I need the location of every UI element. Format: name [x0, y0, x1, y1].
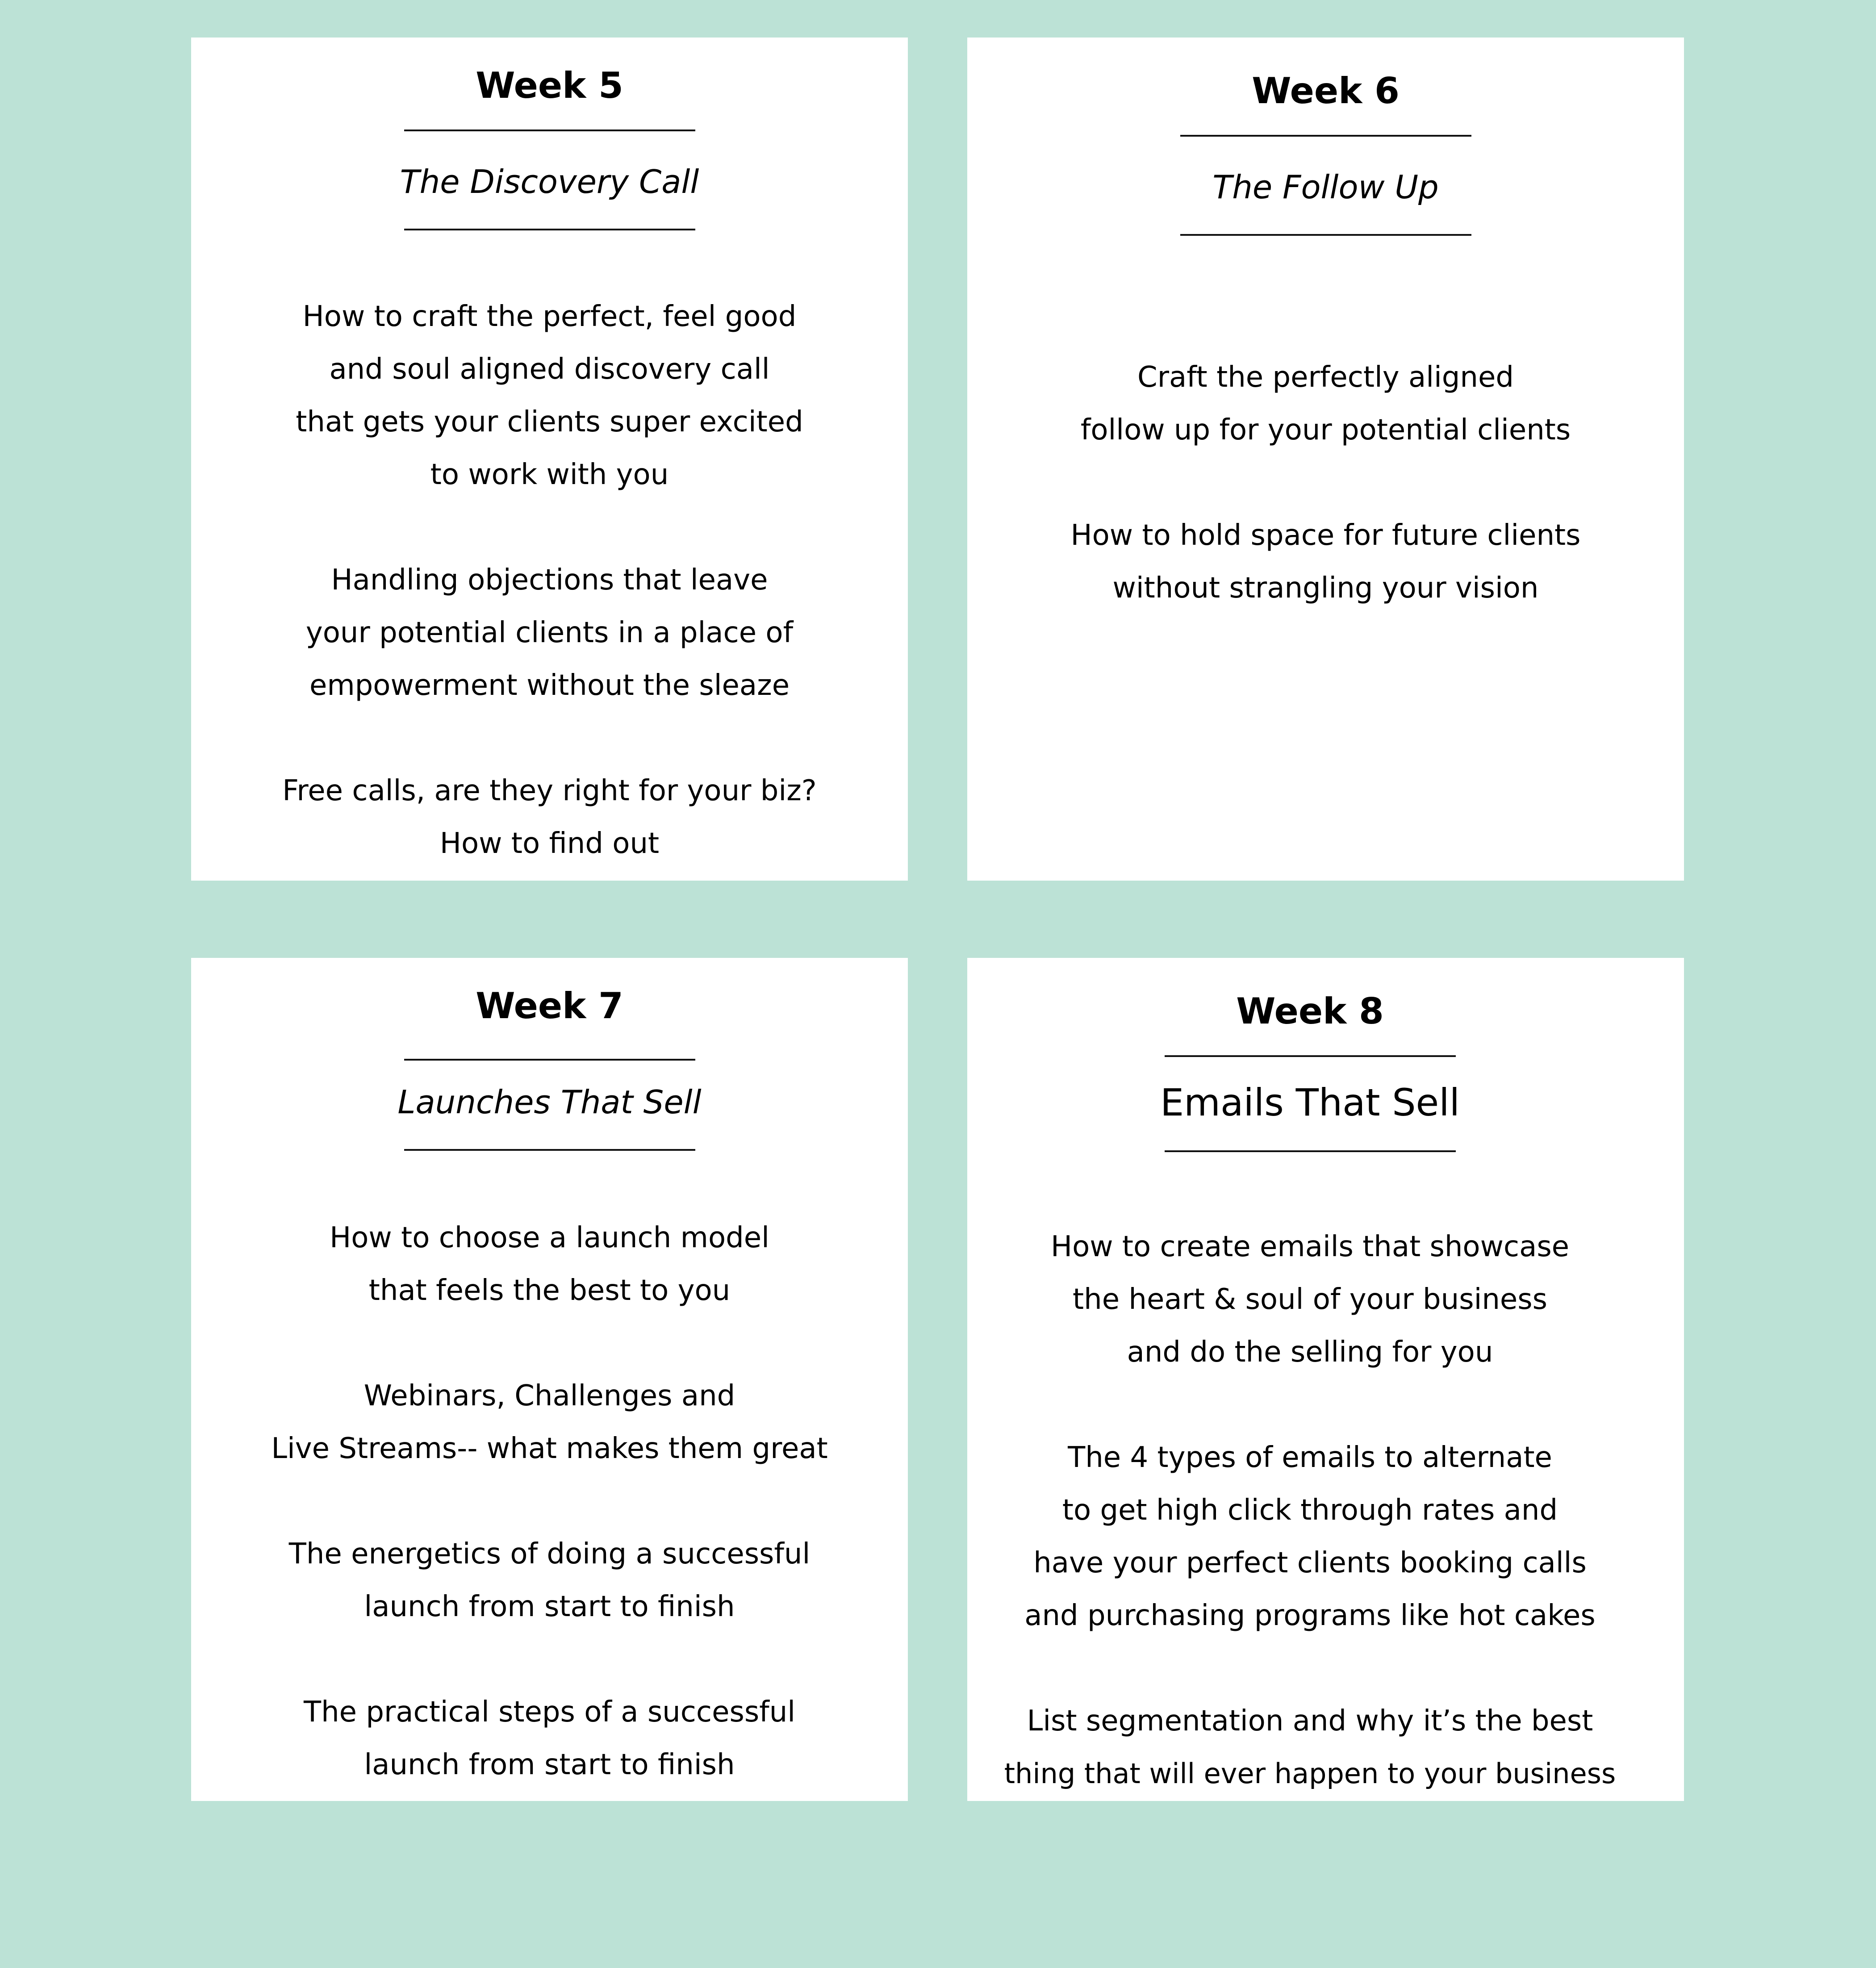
- text-line: List segmentation and why it’s the best: [1027, 1705, 1593, 1738]
- text-line: follow up for your potential clients: [1080, 414, 1571, 447]
- week-7-header: [191, 985, 908, 1151]
- text-line: Live Streams-- what makes them great: [271, 1432, 828, 1465]
- text-line: How to hold space for future clients: [1070, 519, 1581, 552]
- text-line: and soul aligned discovery call: [329, 353, 770, 386]
- week-5-paragraph-2: [191, 554, 908, 712]
- text-line: to get high click through rates and: [1062, 1494, 1558, 1527]
- text-line: launch from start to finish: [364, 1590, 735, 1623]
- text-line: that feels the best to you: [368, 1274, 731, 1307]
- text-line: Free calls, are they right for your biz?: [282, 774, 817, 807]
- text-line: Craft the perfectly aligned: [1137, 361, 1514, 394]
- text-line: have your perfect clients booking calls: [1033, 1546, 1587, 1579]
- week-6-bottom-divider: [1180, 234, 1471, 236]
- week-5-header: [191, 64, 908, 230]
- week-5-topic: The Discovery Call: [400, 163, 699, 201]
- week-6-paragraph-1: [967, 351, 1684, 456]
- week-6-card: [967, 38, 1684, 881]
- week-6-title: Week 6: [1252, 70, 1400, 112]
- text-line: How to create emails that showcase: [1050, 1230, 1570, 1263]
- text-line: without strangling your vision: [1112, 572, 1539, 605]
- week-7-content: [191, 1212, 908, 1791]
- text-line: The energetics of doing a successful: [288, 1538, 811, 1571]
- week-8-title: Week 8: [1236, 990, 1384, 1032]
- text-line: The practical steps of a successful: [303, 1696, 796, 1729]
- week-7-top-divider: [404, 1059, 695, 1061]
- text-line: How to find out: [439, 827, 660, 860]
- week-7-bottom-divider: [404, 1149, 695, 1151]
- week-6-paragraph-2: [967, 509, 1684, 614]
- week-7-paragraph-4: [191, 1686, 908, 1791]
- text-line: The 4 types of emails to alternate: [1068, 1441, 1552, 1474]
- week-6-top-divider: [1180, 135, 1471, 137]
- week-7-card: [191, 958, 908, 1801]
- text-line: empowerment without the sleaze: [309, 669, 790, 702]
- week-8-paragraph-1: [936, 1220, 1684, 1379]
- week-7-paragraph-2: [191, 1370, 908, 1475]
- text-line: and purchasing programs like hot cakes: [1024, 1599, 1596, 1632]
- text-line: the heart & soul of your business: [1073, 1283, 1547, 1316]
- text-line: thing that will ever happen to your business: [1004, 1757, 1616, 1790]
- week-5-content: [191, 290, 908, 870]
- text-line: to work with you: [430, 458, 669, 491]
- week-7-topic: Launches That Sell: [397, 1083, 702, 1121]
- week-7-title: Week 7: [476, 985, 623, 1027]
- week-8-paragraph-3: [936, 1695, 1684, 1800]
- text-line: your potential clients in a place of: [305, 616, 794, 649]
- week-5-paragraph-3: [191, 765, 908, 870]
- text-line: How to craft the perfect, feel good: [302, 300, 797, 333]
- week-7-paragraph-3: [191, 1528, 908, 1633]
- text-line: launch from start to finish: [364, 1748, 735, 1781]
- text-line: Handling objections that leave: [331, 564, 768, 597]
- week-8-card: [967, 958, 1684, 1801]
- week-6-topic: The Follow Up: [1212, 168, 1439, 206]
- week-8-top-divider: [1165, 1055, 1456, 1057]
- week-5-top-divider: [404, 130, 695, 131]
- week-6-content: [967, 351, 1684, 614]
- week-5-paragraph-1: [191, 290, 908, 501]
- week-8-topic: Emails That Sell: [1160, 1081, 1460, 1124]
- text-line: Webinars, Challenges and: [364, 1379, 735, 1412]
- text-line: that gets your clients super excited: [296, 405, 803, 439]
- text-line: How to choose a launch model: [330, 1221, 769, 1254]
- week-8-content: [936, 1220, 1684, 1800]
- week-6-header: [967, 70, 1684, 236]
- week-8-header: [936, 990, 1684, 1152]
- week-5-bottom-divider: [404, 229, 695, 230]
- week-5-title: Week 5: [476, 65, 623, 106]
- week-7-paragraph-1: [191, 1212, 908, 1317]
- week-8-paragraph-2: [936, 1431, 1684, 1642]
- week-8-bottom-divider: [1165, 1150, 1456, 1152]
- week-5-card: [191, 38, 908, 881]
- text-line: and do the selling for you: [1127, 1336, 1493, 1369]
